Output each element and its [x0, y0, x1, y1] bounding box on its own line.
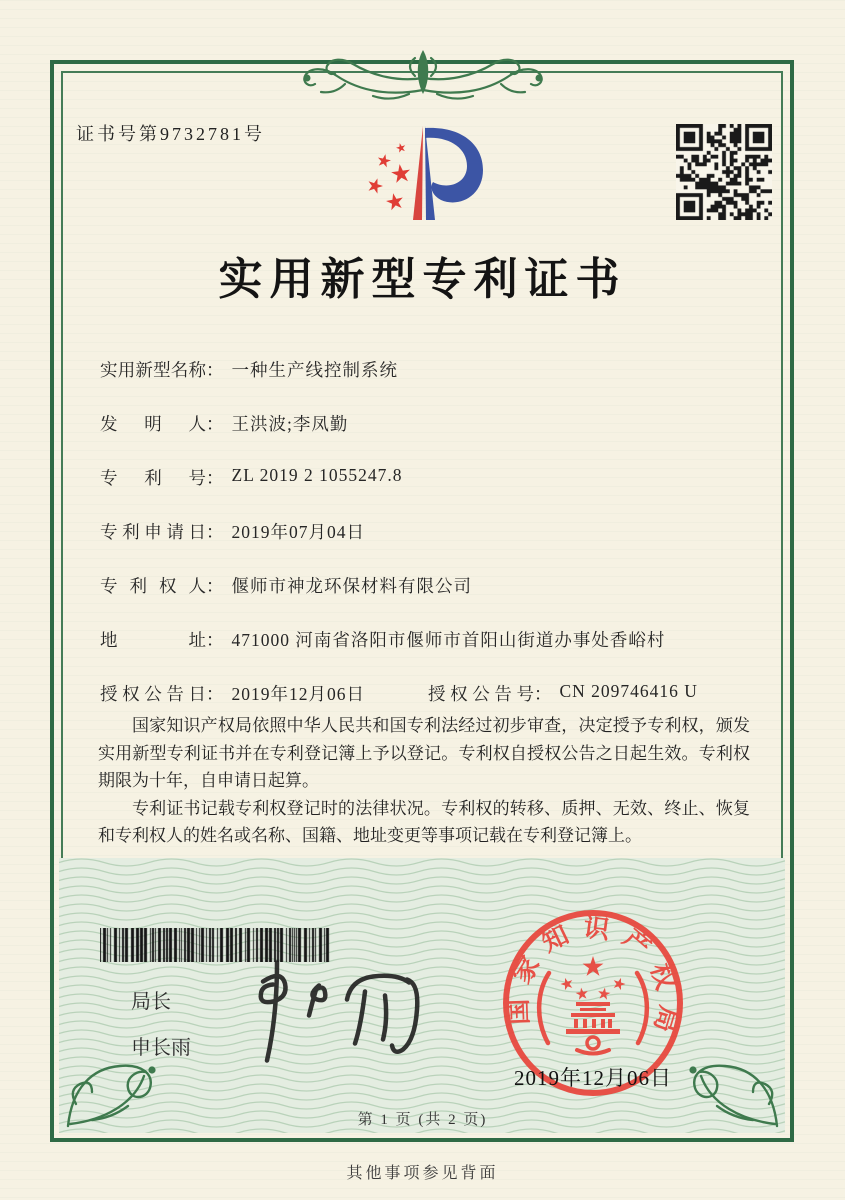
paragraph-grant-statement: 国家知识产权局依照中华人民共和国专利法经过初步审查，决定授予专利权，颁发实用新型专利证书并在专利登记簿上予以登记。专利权自授权公告之日起生效。专利权期限为十年，自申请日起算。 [98, 716, 750, 790]
field-colon: ： [206, 576, 224, 596]
qr-code-canvas [676, 124, 772, 220]
field-label: 专利号 [100, 468, 206, 488]
field-value: 2019年12月06日 [231, 684, 365, 704]
national-emblem-icon [539, 956, 647, 1054]
field-colon: ： [206, 360, 224, 380]
field-row-patent-no [100, 465, 750, 519]
signature [235, 955, 435, 1070]
field-value: 偃师市神龙环保材料有限公司 [231, 576, 472, 596]
statutory-text [98, 712, 750, 850]
field-colon: ： [206, 468, 224, 488]
seal-date: 2019年12月06日 [514, 1066, 672, 1090]
certificate-number: 证书号第9732781号 [76, 124, 265, 144]
field-row-address [100, 627, 750, 681]
commissioner-title: 局长 [131, 991, 171, 1013]
certificate-title: 实用新型专利证书 [218, 255, 627, 304]
field-value: ZL 2019 2 1055247.8 [231, 465, 403, 485]
field-row-name [100, 357, 750, 411]
cnipa-logo-icon [337, 116, 517, 236]
field-row-inventor [100, 411, 750, 465]
qr-code [676, 124, 772, 220]
field-label: 授权公告号 [428, 684, 534, 704]
seal-ring-text: 国家知识产权局 [503, 912, 684, 1048]
field-label: 地址 [100, 630, 206, 650]
field-value: 471000 河南省洛阳市偃师市首阳山街道办事处香峪村 [231, 630, 666, 650]
field-colon: ： [206, 522, 224, 542]
field-colon: ： [206, 684, 224, 704]
field-label: 发明人 [100, 414, 206, 434]
flourish-ornament-icon [287, 40, 559, 106]
field-label: 授权公告日 [100, 684, 206, 704]
field-colon: ： [206, 630, 224, 650]
field-colon: ： [534, 684, 552, 704]
page-number: 第 1 页 (共 2 页) [357, 1112, 488, 1128]
paragraph-register-statement: 专利证书记载专利权登记时的法律状况。专利权的转移、质押、无效、终止、恢复和专利权人的姓名或名称、国籍、地址变更等事项记载在专利登记簿上。 [98, 798, 750, 845]
field-list [100, 357, 750, 735]
field-value: 王洪波;李凤勤 [231, 414, 349, 434]
field-row-filing-date [100, 519, 750, 573]
field-value: CN 209746416 U [559, 681, 698, 701]
field-row-patentee [100, 573, 750, 627]
field-colon: ： [206, 414, 224, 434]
field-value: 2019年07月04日 [231, 522, 365, 542]
grant-number-group [428, 681, 698, 706]
field-value: 一种生产线控制系统 [231, 360, 398, 380]
field-label: 专利权人 [100, 576, 206, 596]
field-label: 专利申请日 [100, 522, 206, 542]
field-label: 实用新型名称 [100, 360, 206, 380]
commissioner-name: 申长雨 [131, 1037, 191, 1059]
back-side-note: 其他事项参见背面 [346, 1165, 499, 1182]
